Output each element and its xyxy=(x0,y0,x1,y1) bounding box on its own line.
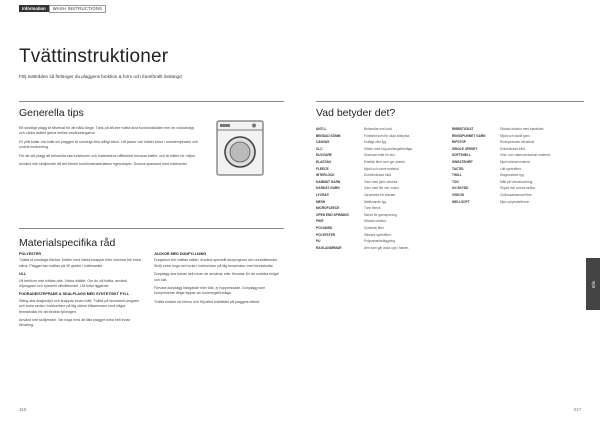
definition-text: Stickad struktur med elasticitet. xyxy=(500,127,545,131)
definition-row xyxy=(316,167,424,171)
section-tag: WASH INSTRUCTIONS xyxy=(49,5,107,13)
definition-term: POLYAMID xyxy=(316,225,333,230)
definition-term: ELASTAN xyxy=(316,159,331,164)
definition-text: Nätliknande tyg. xyxy=(364,199,387,204)
definition-row xyxy=(316,226,424,230)
page-number-left: 316 xyxy=(19,407,27,412)
definition-row xyxy=(452,200,560,204)
definition-term: FLEECE xyxy=(316,166,329,171)
definition-row xyxy=(316,140,424,144)
page-number-right: 317 xyxy=(573,407,581,412)
definition-text: Enkelstickad trikå. xyxy=(500,146,526,151)
definition-row xyxy=(316,233,424,237)
definition-row xyxy=(316,246,424,250)
definition-term: CANVAS xyxy=(316,140,330,145)
definition-text: Behandlat mot ludd. xyxy=(364,127,393,131)
definition-text: Skydd mot solens strålar. xyxy=(500,186,536,191)
definition-row xyxy=(316,200,424,204)
definition-row xyxy=(452,186,560,190)
definition-term: INTERLOCK xyxy=(316,173,335,178)
definition-text: Elastisk fiber som ger stretch. xyxy=(364,159,406,164)
general-paragraph: Fri plåt kullar och tvätt om plaggen är smutsigt eller dåligt skick. Låt jackor och kläder torka i rumstemperatur och undvik torktumling. xyxy=(19,139,198,150)
material-text: Tvätta endast vid behov och följ alltid tvättrådet på plaggets etikett. xyxy=(154,299,261,304)
definition-text: Lätt syntetfiber. xyxy=(500,166,522,171)
definition-term: SWEATSHIRT xyxy=(452,159,473,164)
definition-row xyxy=(316,153,424,157)
page-subtitle: Följ tvättråden så förlänger du plaggens funktion & form och framförallt livslängd xyxy=(19,74,182,79)
definition-term: RIBBSTICKAT xyxy=(452,127,474,131)
definition-row xyxy=(316,206,424,210)
definition-term: ANTI-L xyxy=(316,127,327,131)
definitions-column-2 xyxy=(452,127,560,206)
definition-term: TWILL xyxy=(452,173,462,178)
definition-term: LYCRA® xyxy=(316,192,330,197)
definition-text: Tunn fleece. xyxy=(364,206,382,211)
definition-text: Kraftigt vävt tyg. xyxy=(364,140,387,145)
definition-term: OPEN END SPINNING xyxy=(316,212,349,217)
definition-text: Ärm som går ända upp i halsen. xyxy=(364,245,410,250)
definition-text: Mått på värmeisolering. xyxy=(500,179,534,184)
definition-row xyxy=(316,160,424,164)
definition-text: Diagonalvävt tyg. xyxy=(500,173,525,178)
definition-text: Skonsam tvätt för dun. xyxy=(364,153,396,158)
definition-row xyxy=(452,180,560,184)
side-tab-label: Info xyxy=(590,280,596,288)
definition-row xyxy=(316,186,424,190)
definition-text: Mjukt och varmt material. xyxy=(364,166,400,171)
material-heading: FODRADE/STEPPADE & SKALPLAGG MED SYNTETISKT FYLL xyxy=(19,292,130,297)
definition-text: Syntetisk fiber. xyxy=(364,225,385,230)
definition-row xyxy=(452,147,560,151)
definition-row xyxy=(452,173,560,177)
general-tips-title: Generella tips xyxy=(19,107,84,119)
definition-row xyxy=(316,239,424,243)
definition-text: Förstärkt söm för ökad slitstyrka. xyxy=(364,133,411,138)
definition-row xyxy=(452,193,560,197)
washing-machine-icon xyxy=(216,120,264,176)
material-text: Ull behöver inte tvättas ofta. Vädra istället. Om du vill tvätta, använd ullprogram och speciellt ulltvättmedel. Låt torka liggande. xyxy=(19,278,127,289)
definitions-title: Vad betyder det? xyxy=(316,107,396,119)
definition-text: Rivskyddande vävteknik. xyxy=(500,140,536,145)
divider xyxy=(19,228,284,229)
definition-text: Mjukt och starkt garn. xyxy=(500,133,531,138)
definition-row xyxy=(452,160,560,164)
definition-row xyxy=(316,213,424,217)
definition-text: Cellulosabaserad fiber. xyxy=(500,192,533,197)
definition-term: RAGLANÄRMAR xyxy=(316,245,342,250)
definition-row xyxy=(452,140,560,144)
material-heading: POLYESTER xyxy=(19,252,41,256)
definition-term: DUVCARE xyxy=(316,153,332,158)
materials-left-column xyxy=(19,252,144,332)
definition-row xyxy=(452,167,560,171)
general-tips-text xyxy=(19,126,199,170)
general-paragraph: Använd inte sköljmedel då det förstör funktionsmaterialens egenskaper. Dosera sparsamt med tvättmedel. xyxy=(19,162,188,167)
definition-text: Garn med jämn struktur. xyxy=(364,179,399,184)
definition-row xyxy=(316,193,424,197)
definition-row xyxy=(316,180,424,184)
definition-term: WELLSOFT xyxy=(452,199,470,204)
definition-row xyxy=(452,153,560,157)
materials-title: Materialspecifika råd xyxy=(19,237,116,249)
header-tags xyxy=(19,4,106,13)
definition-row xyxy=(316,173,424,177)
divider xyxy=(19,101,284,102)
definition-row xyxy=(316,127,424,131)
definition-row xyxy=(316,219,424,223)
definition-text: Kläder med hög andningsförmåga. xyxy=(364,146,413,151)
definition-term: KARDAT GARN xyxy=(316,186,340,191)
definition-text: Vind- och vattenavvisande material. xyxy=(500,153,551,158)
material-text: Dunjackor bör tvättas sällan. Använd speciellt dunprogram och duntvättmedel. Skölj extra noga och torka i torktumlare på låg temperatur med tennisbollar. xyxy=(154,258,279,268)
definition-term: TACTEL xyxy=(452,166,465,171)
definition-term: PIKÉ xyxy=(316,219,324,224)
definition-term: KAMMAT GARN xyxy=(316,179,341,184)
definition-text: Mjuk polyesterfleece. xyxy=(500,199,530,204)
material-text: Stäng alla dragkedjor och knappar innan tvätt. Tvätta på skonsamt program och torka sedan i torktumlare på låg värme tillsammans med några tennisbollar för att fördela fyllningen. xyxy=(19,298,139,314)
definition-row xyxy=(452,134,560,138)
general-paragraph: För att det plagg att behandla ska funktionen och materialens hållbarhet bevaras bättre, och är bättre för miljön. xyxy=(19,153,196,158)
definition-term: CLC xyxy=(316,146,323,151)
definition-term: SINGLE JERSEY xyxy=(452,146,478,151)
definition-text: Polyuretanbeläggning. xyxy=(364,239,396,244)
definition-row xyxy=(452,127,560,131)
definition-text: Metod för garnspinning. xyxy=(364,212,398,217)
definition-text: Stickad struktur. xyxy=(364,219,387,224)
material-text: Förvara dunplagg hängande eller löst, ej hoppressade. Dunplagg som komprimeras länge tappar sin isoleringsförmåga. xyxy=(154,286,266,296)
definition-term: POLYESTER xyxy=(316,232,336,237)
definition-text: Mjukt stickat material. xyxy=(500,159,531,164)
material-text: Använd inte sköljmedel. Var noga med att låta plagget torka helt innan förvaring. xyxy=(19,318,131,328)
material-text: Tvätta ut smutsiga fläckar. Kläder med hårda knappar eller sömmar blir extra slitna. Plagget kan tvättas på 40 grader i tvättmaskin. xyxy=(19,258,141,268)
material-text: Dunplagg ska torkas helt innan de används eller förvaras för att undvika mögel och lukt. xyxy=(154,272,280,282)
definition-term: BENDAD SÖMM xyxy=(316,133,341,138)
definition-term: TOG xyxy=(452,179,459,184)
definition-term: UV-SKYDD xyxy=(452,186,469,191)
category-tag: Information xyxy=(19,5,49,12)
definition-text: Dubbelstickad trikå. xyxy=(364,173,392,178)
definition-row xyxy=(316,147,424,151)
definition-row xyxy=(316,134,424,138)
material-heading: ULL xyxy=(19,272,27,277)
definition-text: Slitstark syntetfiber. xyxy=(364,232,392,237)
definition-term: MESH xyxy=(316,199,326,204)
page-title: Tvättinstruktioner xyxy=(19,46,169,67)
material-heading: JACKOR MED DUNFYLLNING xyxy=(154,252,207,256)
general-paragraph: Ett skickligt plagg är tillverkat för att hålla länge. Tänk på att inte tvätta dina funktionskläder mer än nödvändigt och vädra istället gärna mellan användningarna. xyxy=(19,126,194,136)
side-tab xyxy=(586,258,600,310)
definition-term: SOFTSHELL xyxy=(452,153,471,158)
divider xyxy=(316,101,584,102)
definition-term: MICROFLEECE xyxy=(316,206,340,211)
definition-term: PU xyxy=(316,239,321,244)
definition-text: Varumärke för elastan. xyxy=(364,192,397,197)
definitions-column-1 xyxy=(316,127,424,252)
right-page xyxy=(300,0,600,424)
definition-term: RIPSTOP xyxy=(452,140,466,145)
materials-right-column xyxy=(154,252,282,308)
definition-term: RINGSPUNNET GARN xyxy=(452,133,486,138)
definition-text: Garn med lite mer volym. xyxy=(364,186,400,191)
definition-term: VISKOS xyxy=(452,192,465,197)
